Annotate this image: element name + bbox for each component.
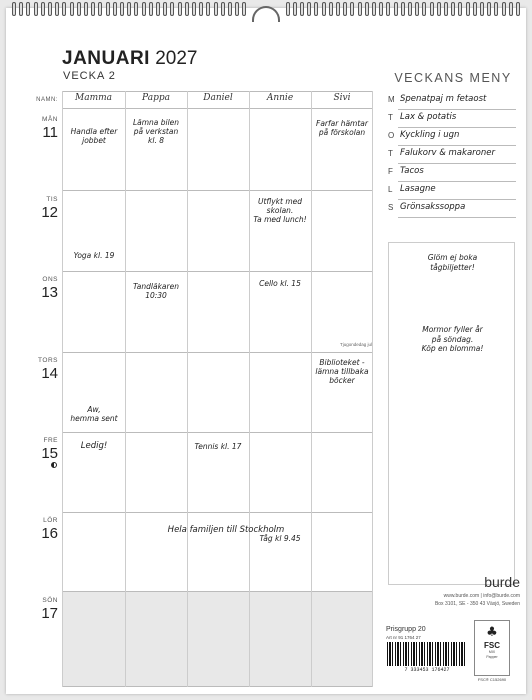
spiral-ring (408, 2, 412, 16)
day-name: MÅN (42, 116, 58, 123)
publisher-postal: Box 3101, SE - 350 43 Växjö, Sweden (434, 601, 520, 607)
day-label-fri (18, 436, 58, 462)
grid-line (62, 432, 373, 433)
spiral-ring (163, 2, 167, 16)
spiral-ring (156, 2, 160, 16)
day-label-sun (18, 596, 58, 622)
grid-line (311, 91, 312, 687)
spiral-ring (127, 2, 131, 16)
grid-line (62, 686, 373, 687)
spiral-ring (487, 2, 491, 16)
day-number: 13 (41, 284, 58, 301)
fsc-tree-icon: ♣ (486, 625, 498, 640)
menu-day-letter: O (388, 131, 395, 140)
spiral-ring (365, 2, 369, 16)
spiral-ring (458, 2, 462, 16)
menu-row-thu (388, 146, 516, 164)
menu-dish: Kyckling i ugn (400, 130, 460, 140)
day-name: ONS (42, 276, 58, 283)
grid-line (62, 91, 63, 687)
spiral-ring (19, 2, 23, 16)
note-thu-sivi: Biblioteket - lämna tillbaka böcker (315, 358, 369, 385)
spiral-ring (34, 2, 38, 16)
grid-line (187, 91, 188, 687)
spiral-ring (199, 2, 203, 16)
spiral-ring (386, 2, 390, 16)
grid-line (62, 271, 373, 272)
spiral-ring (113, 2, 117, 16)
spiral-ring (142, 2, 146, 16)
day-number: 11 (42, 124, 58, 141)
spiral-ring (26, 2, 30, 16)
menu-row-fri (388, 164, 516, 182)
spiral-ring (55, 2, 59, 16)
day-label-sat (18, 516, 58, 542)
spiral-ring (451, 2, 455, 16)
grid-line (62, 352, 373, 353)
note-thu-mamma: Aw, hemma sent (70, 405, 118, 423)
menu-row-sun (388, 200, 516, 218)
menu-row-wed (388, 128, 516, 146)
menu-day-letter: M (388, 95, 395, 104)
week-label: VECKA 2 (63, 70, 116, 82)
spiral-ring (70, 2, 74, 16)
year: 2027 (155, 48, 198, 69)
fsc-mix: MIX (488, 650, 496, 654)
spiral-ring (314, 2, 318, 16)
menu-dish: Lasagne (400, 184, 436, 194)
day-number: 14 (41, 365, 58, 382)
grid-line (62, 512, 373, 513)
spiral-ring (480, 2, 484, 16)
grid-line (62, 591, 373, 592)
month-title (62, 48, 198, 70)
note-mon-pappa: Lämna bilen på verkstan kl. 8 (132, 118, 180, 145)
note-wed-pappa: Tandläkaren 10:30 (133, 282, 179, 300)
menu-dish: Grönsakssoppa (400, 202, 466, 212)
spiral-ring (502, 2, 506, 16)
spiral-ring (221, 2, 225, 16)
menu-dish: Spenatpaj m fetaost (400, 94, 487, 104)
holiday-note: Tjugondedag jul (339, 342, 372, 347)
spiral-ring (62, 2, 66, 16)
spiral-ring (192, 2, 196, 16)
name-label: NAMN: (36, 97, 58, 103)
spiral-ring (120, 2, 124, 16)
day-label-wed (18, 275, 58, 301)
spiral-ring (322, 2, 326, 16)
spiral-ring (286, 2, 290, 16)
spiral-ring (206, 2, 210, 16)
grid-line (62, 108, 373, 109)
barcode-icon (387, 642, 467, 666)
menu-dish: Tacos (400, 166, 424, 176)
spiral-ring (170, 2, 174, 16)
menu-row-mon (388, 92, 516, 110)
grid-line (62, 190, 373, 191)
day-label-thu (18, 356, 58, 382)
column-header-mamma: Mamma (74, 93, 112, 103)
day-label-tue (18, 195, 58, 221)
spiral-ring (430, 2, 434, 16)
spiral-ring (494, 2, 498, 16)
spiral-ring (77, 2, 81, 16)
spiral-ring (466, 2, 470, 16)
week-grid (62, 91, 373, 687)
note-sat-time: Tåg kl 9.45 (259, 534, 301, 543)
menu-day-letter: T (388, 149, 393, 158)
grid-line (125, 91, 126, 687)
spiral-ring (48, 2, 52, 16)
spiral-ring (350, 2, 354, 16)
spiral-ring (329, 2, 333, 16)
spiral-ring (509, 2, 513, 16)
column-header-sivi: Sivi (333, 93, 351, 103)
spiral-ring (516, 2, 520, 16)
spiral-ring (336, 2, 340, 16)
spiral-ring (91, 2, 95, 16)
spiral-ring (214, 2, 218, 16)
day-name: SÖN (42, 597, 58, 604)
day-number: 17 (41, 605, 58, 622)
menu-day-letter: S (388, 203, 394, 212)
spiral-ring (372, 2, 376, 16)
note-sat-family: Hela familjen till Stockholm (167, 525, 285, 535)
spiral-ring (415, 2, 419, 16)
moon-phase-icon (51, 462, 57, 468)
price-group: Prisgrupp 20 (386, 626, 426, 633)
day-label-mon (18, 115, 58, 141)
day-name: LÖR (43, 517, 58, 524)
column-header-pappa: Pappa (142, 93, 170, 103)
spiral-ring (437, 2, 441, 16)
spiral-ring (394, 2, 398, 16)
spiral-ring (12, 2, 16, 16)
day-number: 12 (41, 204, 58, 221)
calendar-page (6, 8, 526, 694)
spiral-ring (343, 2, 347, 16)
spiral-ring (307, 2, 311, 16)
menu-day-letter: L (388, 185, 393, 194)
spiral-ring (41, 2, 45, 16)
box-note-tickets: Glöm ej boka tågbiljetter! (427, 253, 478, 272)
menu-title: VECKANS MENY (394, 71, 512, 85)
spiral-ring (84, 2, 88, 16)
note-tue-mamma: Yoga kl. 19 (73, 251, 115, 260)
box-note-birthday: Mormor fyller år på söndag. Köp en blomma! (421, 325, 484, 353)
fsc-title: FSC (484, 641, 500, 650)
spiral-ring (422, 2, 426, 16)
spiral-ring (228, 2, 232, 16)
menu-dish: Lax & potatis (400, 112, 457, 122)
spiral-ring (358, 2, 362, 16)
note-fri-daniel: Tennis kl. 17 (194, 442, 242, 451)
day-name: TORS (38, 357, 58, 364)
spiral-ring (178, 2, 182, 16)
spiral-ring (98, 2, 102, 16)
spiral-ring (300, 2, 304, 16)
month-name: JANUARI (62, 48, 150, 69)
grid-line (62, 91, 373, 92)
spiral-ring (444, 2, 448, 16)
note-fri-mamma: Ledig! (80, 441, 108, 451)
spiral-ring (473, 2, 477, 16)
grid-line (372, 91, 373, 687)
barcode-number: 7 333453 176427 (404, 667, 450, 673)
menu-row-sat (388, 182, 516, 200)
spiral-ring (401, 2, 405, 16)
day-name: TIS (46, 196, 58, 203)
spiral-ring (235, 2, 239, 16)
fsc-code: FSC® C152690 (477, 677, 507, 682)
day-name: FRE (43, 437, 58, 444)
day-number: 16 (41, 525, 58, 542)
spiral-ring (134, 2, 138, 16)
grid-line (249, 91, 250, 687)
spiral-ring (106, 2, 110, 16)
spiral-ring (149, 2, 153, 16)
spiral-ring (293, 2, 297, 16)
note-mon-sivi: Farfar hämtar på förskolan (316, 119, 368, 137)
notes-box (388, 242, 515, 585)
menu-underline (398, 217, 516, 218)
publisher-address (386, 592, 520, 608)
article-number: Art nr 91 1764 27 (386, 635, 421, 640)
menu-day-letter: F (388, 167, 393, 176)
day-number: 15 (41, 445, 58, 462)
brand-logo: burde (484, 574, 520, 590)
spiral-ring (185, 2, 189, 16)
fsc-paper: Papper (486, 655, 498, 659)
spiral-ring (379, 2, 383, 16)
menu-row-tue (388, 110, 516, 128)
fsc-label (474, 620, 510, 676)
note-wed-annie: Cello kl. 15 (259, 279, 301, 288)
sunday-row-shade (62, 591, 373, 687)
publisher-web: www.burde.com | info@burde.com (443, 593, 520, 599)
spiral-ring (242, 2, 246, 16)
menu-day-letter: T (388, 113, 393, 122)
column-header-annie: Annie (266, 93, 294, 103)
note-mon-mamma: Handla efter jobbet (70, 127, 118, 145)
column-header-daniel: Daniel (203, 93, 233, 103)
note-tue-annie: Utflykt med skolan. Ta med lunch! (253, 197, 307, 224)
menu-dish: Falukorv & makaroner (400, 148, 495, 158)
